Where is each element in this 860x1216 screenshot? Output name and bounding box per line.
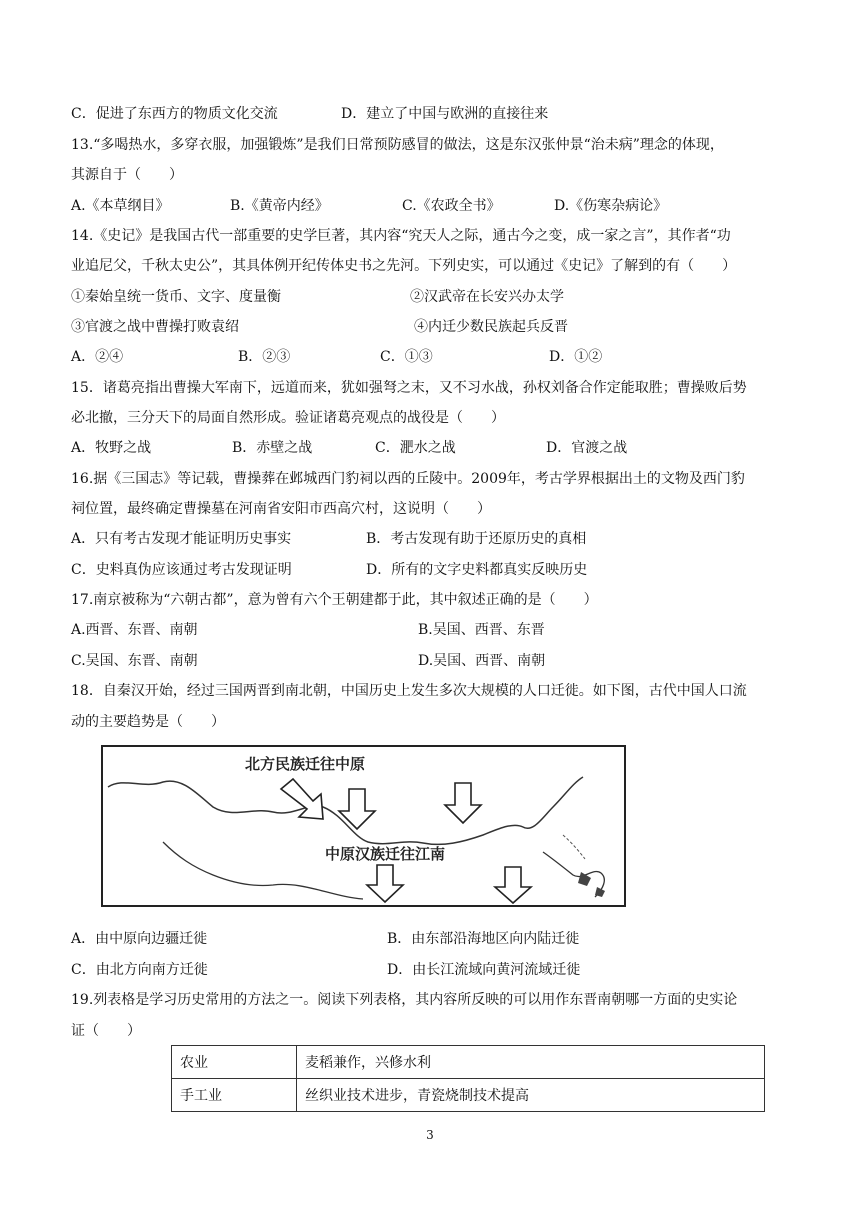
- q19-stem-line1: 19.列表格是学习历史常用的方法之一。阅读下列表格，其内容所反映的可以用作东晋南朝哪一方面的史实论: [71, 992, 738, 1008]
- q14-option-a: A．②④: [71, 349, 124, 365]
- q16-stem-line1: 16.据《三国志》等记载，曹操葬在邺城西门豹祠以西的丘陵中。2009年，考古学界根据出土的文物及西门豹: [71, 471, 745, 487]
- table-cell-key: 手工业: [172, 1079, 297, 1112]
- q17-option-c: C.吴国、东晋、南朝: [71, 653, 198, 669]
- table-cell-key: 农业: [172, 1046, 297, 1079]
- q14-stem-line1: 14.《史记》是我国古代一部重要的史学巨著，其内容“究天人之际，通古今之变，成一家之言”，其作者“功: [71, 228, 731, 244]
- q14-item-1: ①秦始皇统一货币、文字、度量衡: [71, 289, 281, 305]
- table-cell-value: 麦稻兼作，兴修水利: [297, 1046, 765, 1079]
- q18-stem-line2: 动的主要趋势是（ ）: [71, 714, 225, 730]
- q13-option-a: A.《本草纲目》: [71, 198, 170, 214]
- q18-option-d: D．由长江流域向黄河流域迁徙: [387, 962, 581, 978]
- q12-option-d: D．建立了中国与欧洲的直接往来: [341, 106, 549, 122]
- q13-option-c: C.《农政全书》: [402, 198, 501, 214]
- q13-option-d: D.《伤寒杂病论》: [554, 198, 668, 214]
- q14-option-b: B．②③: [238, 349, 291, 365]
- arrow-down-3: [367, 865, 403, 902]
- q18-stem-line1: 18．自秦汉开始，经过三国两晋到南北朝，中国历史上发生多次大规模的人口迁徙。如下图，古代中国人口流: [71, 683, 747, 699]
- table-row: [172, 1079, 765, 1112]
- q16-option-d: D．所有的文字史料都真实反映历史: [366, 562, 588, 578]
- q16-option-b: B．考古发现有助于还原历史的真相: [366, 531, 587, 547]
- q14-option-d: D．①②: [549, 349, 603, 365]
- q16-option-a: A．只有考古发现才能证明历史事实: [71, 531, 292, 547]
- q12-option-c: C．促进了东西方的物质文化交流: [71, 106, 278, 122]
- q15-stem-line1: 15．诸葛亮指出曹操大军南下，远道而来，犹如强弩之末，又不习水战，孙权刘备合作定能取胜；曹操败后势: [71, 380, 747, 396]
- q15-option-c: C．淝水之战: [375, 440, 456, 456]
- map-label-north: 北方民族迁往中原: [245, 755, 366, 773]
- q17-option-b: B.吴国、西晋、东晋: [418, 622, 545, 638]
- q13-stem-line1: 13.“多喝热水，多穿衣服，加强锻炼”是我们日常预防感冒的做法，这是东汉张仲景“治未病”理念的体现，: [71, 137, 724, 153]
- q14-item-4: ④内迁少数民族起兵反晋: [414, 319, 568, 335]
- q14-stem-line2: 业追尼父，千秋太史公”，其具体例开纪传体史书之先河。下列史实，可以通过《史记》了解到的有（ ）: [71, 258, 737, 274]
- q15-option-d: D．官渡之战: [546, 440, 628, 456]
- map-label-south: 中原汉族迁往江南: [325, 845, 446, 863]
- q18-option-b: B．由东部沿海地区向内陆迁徙: [387, 931, 580, 947]
- q15-stem-line2: 必北撤，三分天下的局面自然形成。验证诸葛亮观点的战役是（ ）: [71, 410, 505, 426]
- q17-option-d: D.吴国、西晋、南朝: [418, 653, 546, 669]
- q14-option-c: C．①③: [380, 349, 433, 365]
- migration-map: [101, 745, 626, 907]
- table-cell-value: 丝织业技术进步，青瓷烧制技术提高: [297, 1079, 765, 1112]
- table-row: [172, 1046, 765, 1079]
- q13-option-b: B.《黄帝内经》: [230, 198, 329, 214]
- q16-stem-line2: 祠位置，最终确定曹操墓在河南省安阳市西高穴村，这说明（ ）: [71, 501, 491, 517]
- q18-option-a: A．由中原向边疆迁徙: [71, 931, 208, 947]
- q14-item-2: ②汉武帝在长安兴办太学: [410, 289, 564, 305]
- map-coast-east: [543, 852, 604, 897]
- map-islands: [578, 872, 605, 897]
- q18-option-c: C．由北方向南方迁徙: [71, 962, 208, 978]
- arrow-down-4: [495, 867, 531, 903]
- q16-option-c: C．史料真伪应该通过考古发现证明: [71, 562, 292, 578]
- q15-option-b: B．赤壁之战: [232, 440, 313, 456]
- arrow-down-2: [445, 783, 481, 823]
- page-number: 3: [426, 1128, 434, 1142]
- q17-stem-line1: 17.南京被称为“六朝古都”，意为曾有六个王朝建都于此，其中叙述正确的是（ ）: [71, 592, 598, 608]
- q15-option-a: A．牧野之战: [71, 440, 152, 456]
- q19-table: [171, 1045, 765, 1112]
- q19-stem-line2: 证（ ）: [71, 1023, 141, 1039]
- q14-item-3: ③官渡之战中曹操打败袁绍: [71, 319, 239, 335]
- q13-stem-line2: 其源自于（ ）: [71, 167, 183, 183]
- q17-option-a: A.西晋、东晋、南朝: [71, 622, 198, 638]
- map-route-dashed: [563, 835, 585, 859]
